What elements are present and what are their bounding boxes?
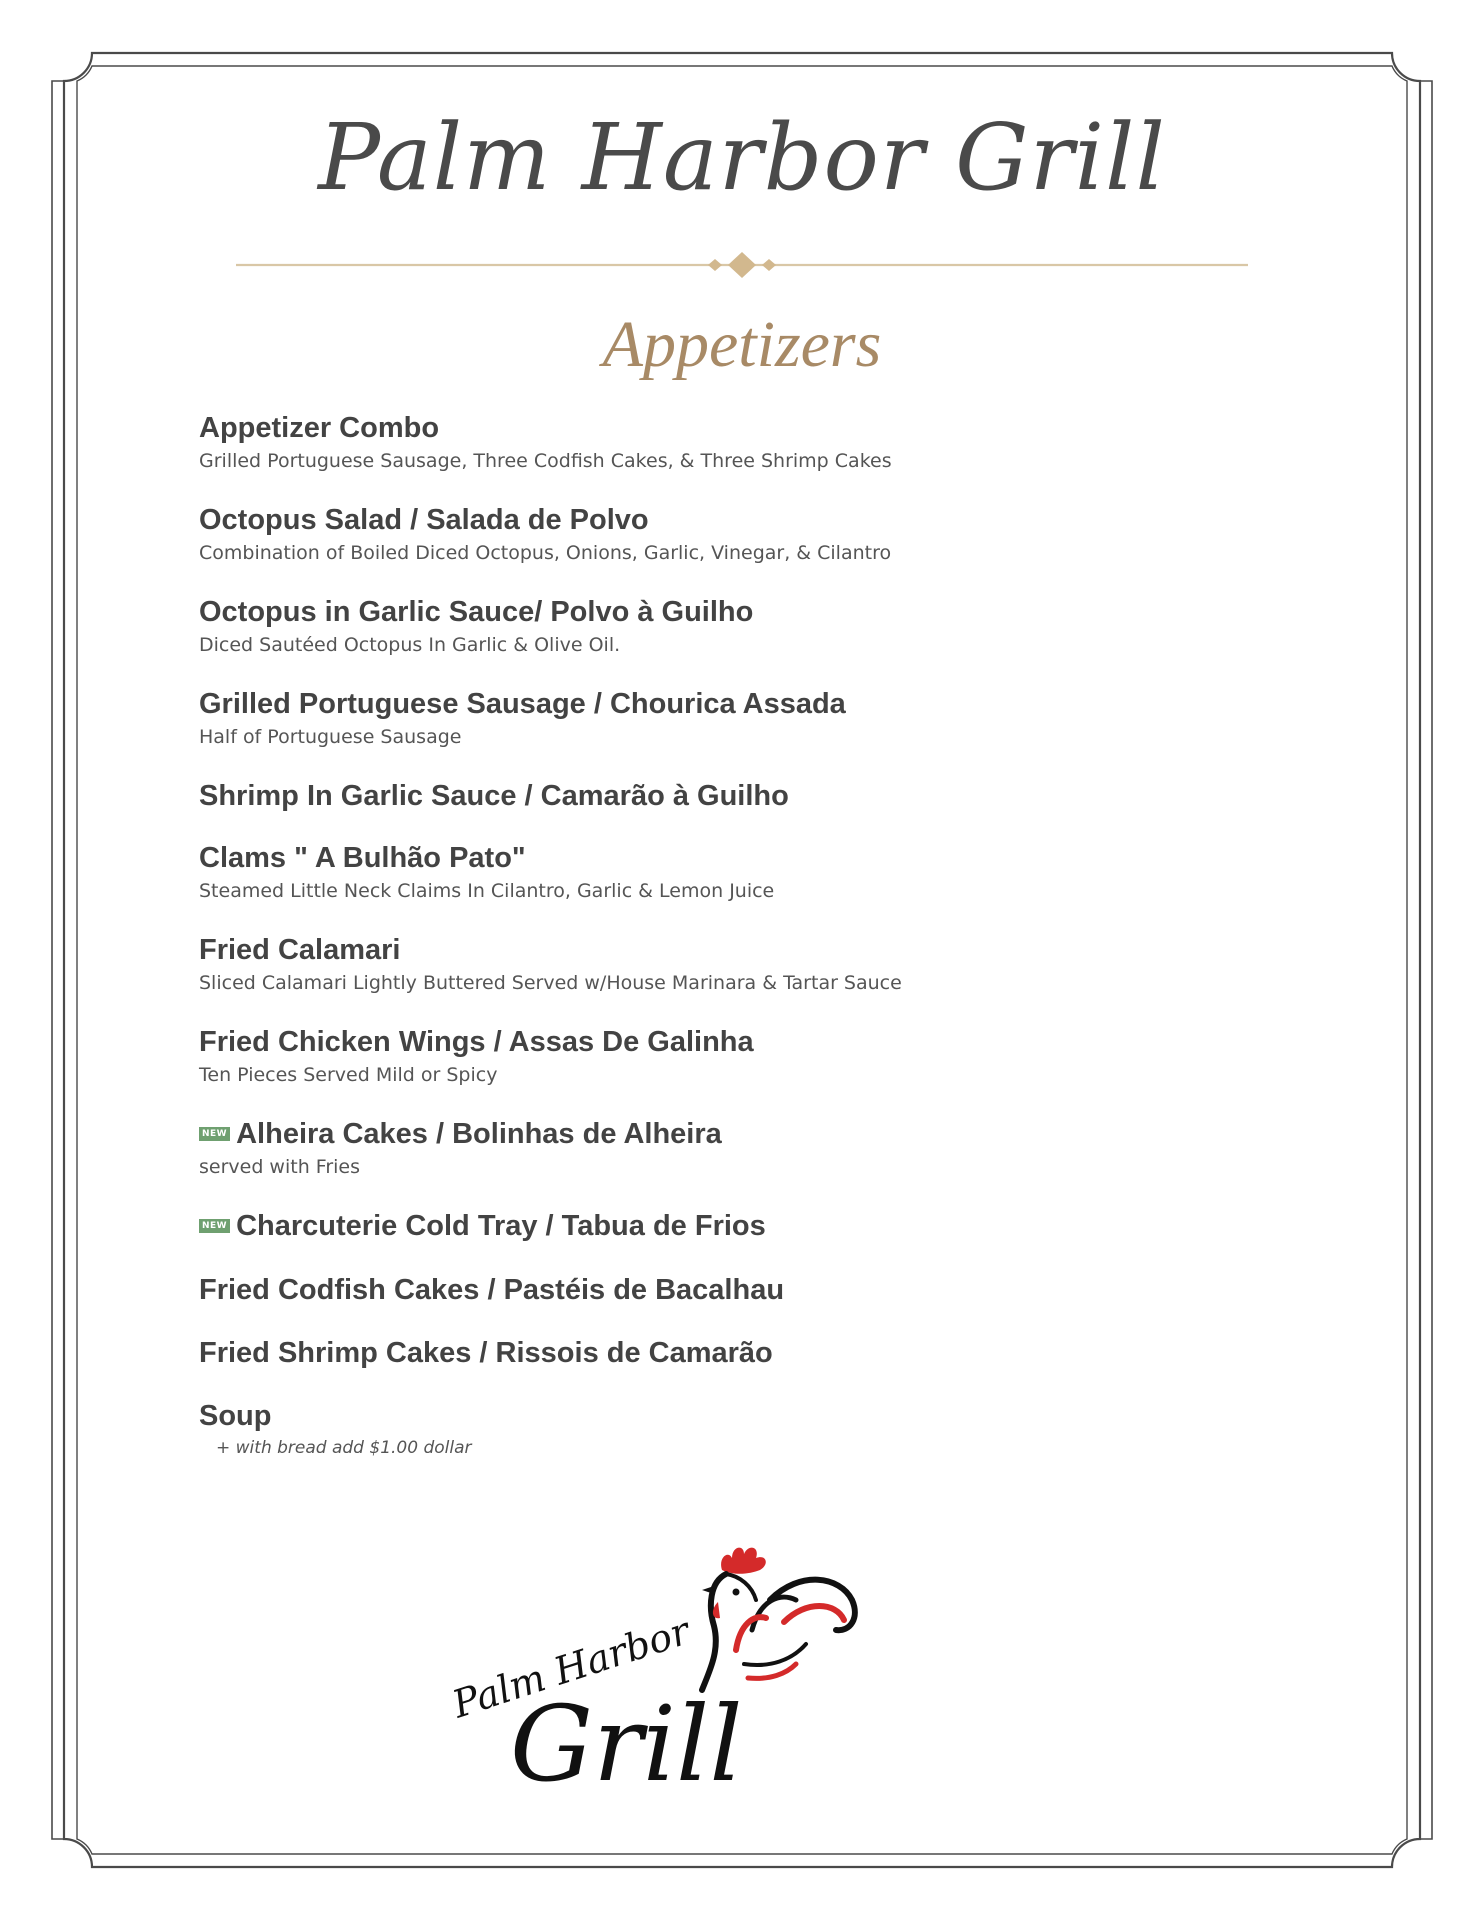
menu-item xyxy=(199,1272,784,1308)
item-name: Charcuterie Cold Tray / Tabua de Frios xyxy=(236,1210,766,1242)
item-note: + with bread add $1.00 dollar xyxy=(216,1438,472,1458)
logo-text-top: Palm Harbor xyxy=(447,1608,695,1727)
item-description: Ten Pieces Served Mild or Spicy xyxy=(199,1064,498,1086)
menu-item xyxy=(199,410,892,474)
item-description: served with Fries xyxy=(199,1156,361,1178)
logo-text-main: Grill xyxy=(510,1683,743,1800)
menu-item xyxy=(199,1398,472,1460)
item-description: Diced Sautéed Octopus In Garlic & Olive Oil. xyxy=(199,634,621,656)
section-heading: Appetizers xyxy=(602,308,882,381)
new-badge: NEW xyxy=(199,1127,230,1141)
menu-item xyxy=(199,594,753,658)
item-name: Fried Chicken Wings / Assas De Galinha xyxy=(199,1026,754,1058)
item-name: Clams " A Bulhão Pato" xyxy=(199,842,526,874)
menu-item xyxy=(199,1208,766,1244)
new-badge: NEW xyxy=(199,1219,230,1233)
item-name: Grilled Portuguese Sausage / Chourica Assada xyxy=(199,688,846,720)
item-name: Soup xyxy=(199,1400,272,1432)
item-description: Sliced Calamari Lightly Buttered Served w/House Marinara & Tartar Sauce xyxy=(199,972,902,994)
item-description: Steamed Little Neck Claims In Cilantro, Garlic & Lemon Juice xyxy=(199,880,775,902)
item-description: Grilled Portuguese Sausage, Three Codfish Cakes, & Three Shrimp Cakes xyxy=(199,450,892,472)
item-name: Fried Shrimp Cakes / Rissois de Camarão xyxy=(199,1337,773,1369)
item-name: Octopus Salad / Salada de Polvo xyxy=(199,504,649,536)
menu-item xyxy=(199,778,789,814)
menu-item xyxy=(199,502,891,566)
menu-item xyxy=(199,686,846,750)
item-name: Shrimp In Garlic Sauce / Camarão à Guilho xyxy=(199,780,789,812)
ornamental-divider xyxy=(236,250,1248,280)
menu-item xyxy=(199,932,902,996)
menu-item xyxy=(199,840,774,904)
item-description: Half of Portuguese Sausage xyxy=(199,726,462,748)
item-name: Alheira Cakes / Bolinhas de Alheira xyxy=(236,1118,722,1150)
menu-item xyxy=(199,1024,754,1088)
menu-item xyxy=(199,1116,722,1180)
menu-item xyxy=(199,1335,773,1371)
item-name: Fried Codfish Cakes / Pastéis de Bacalhau xyxy=(199,1274,785,1306)
item-name: Fried Calamari xyxy=(199,934,401,966)
item-name: Appetizer Combo xyxy=(199,412,440,444)
restaurant-title: Palm Harbor Grill xyxy=(318,104,1166,211)
item-name: Octopus in Garlic Sauce/ Polvo à Guilho xyxy=(199,596,754,628)
rooster-logo xyxy=(440,1540,1000,1800)
item-description: Combination of Boiled Diced Octopus, Onions, Garlic, Vinegar, & Cilantro xyxy=(199,542,892,564)
